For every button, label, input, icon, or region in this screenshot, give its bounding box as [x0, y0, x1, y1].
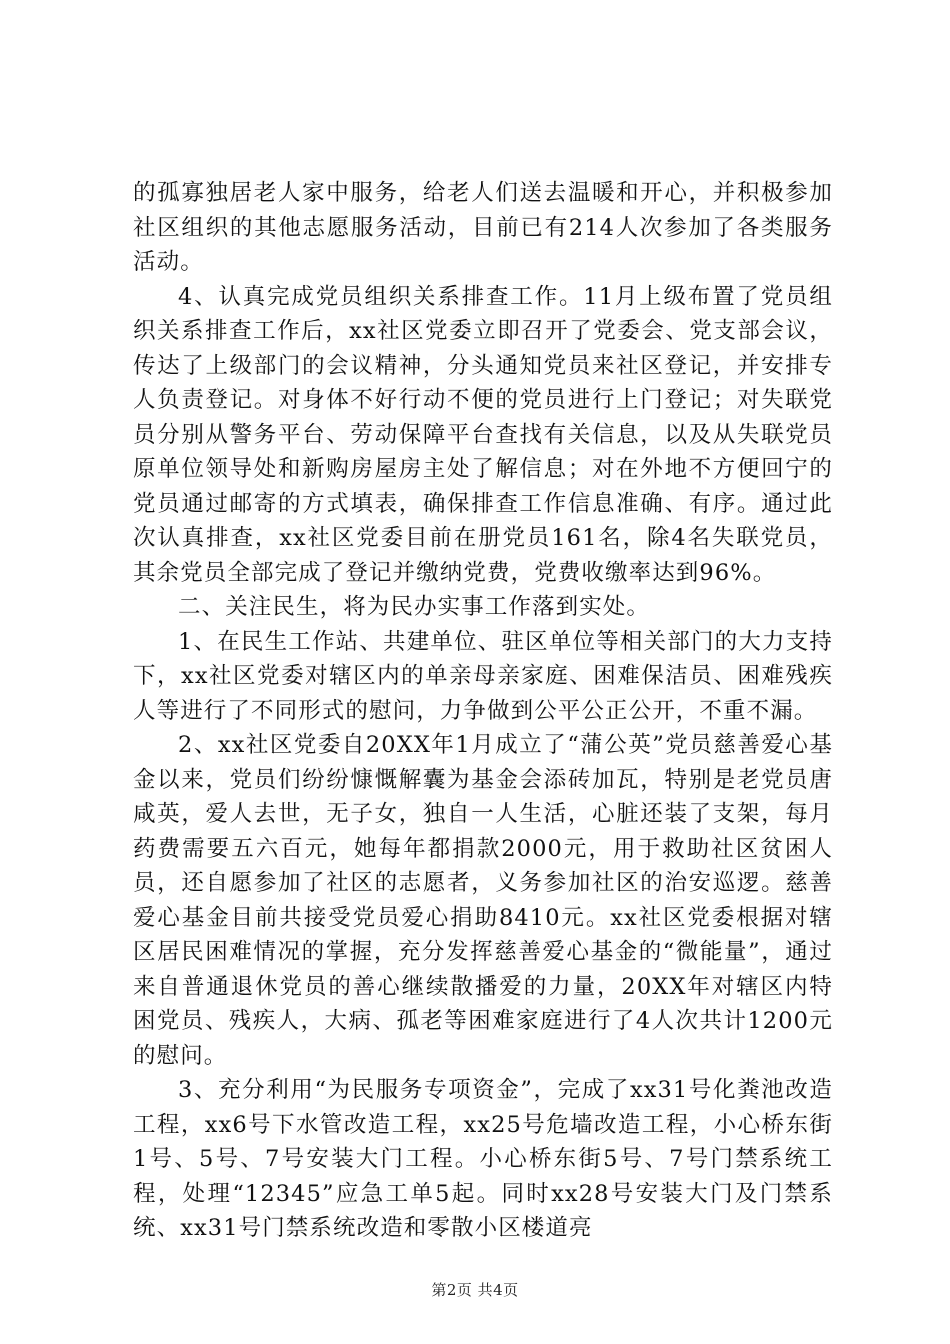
page-number-label: 第2页 共4页: [431, 1281, 519, 1299]
paragraph-party-member-check: 4、认真完成党员组织关系排查工作。11月上级布置了党员组织关系排查工作后，xx社区党委立即召开了党委会、党支部会议，传达了上级部门的会议精神，分头通知党员来社区登记，并安排专人负责登记。对身体不好行动不便的党员进行上门登记；对失联党员分别从警务平台、劳动保障平台查找有关信息，以及从失联党员原单位领导处和新购房屋房主处了解信息；对在外地不方便回宁的党员通过邮寄的方式填表，确保排查工作信息准确、有序。通过此次认真排查，xx社区党委目前在册党员161名，除4名失联党员，其余党员全部完成了登记并缴纳党费，党费收缴率达到96%。: [133, 283, 833, 586]
paragraph-continuation: 的孤寡独居老人家中服务，给老人们送去温暖和开心，并积极参加社区组织的其他志愿服务活动，目前已有214人次参加了各类服务活动。: [133, 180, 833, 275]
page-footer: [0, 1280, 950, 1300]
document-body: [133, 176, 833, 1246]
section-heading-livelihood: 二、关注民生，将为民办实事工作落到实处。: [178, 594, 651, 620]
paragraph-charity-fund: 2、xx社区党委自20XX年1月成立了“蒲公英”党员慈善爱心基金以来，党员们纷纷慷慨解囊为基金会添砖加瓦，特别是老党员唐咸英，爱人去世，无子女，独自一人生活，心脏还装了支架，每月药费需要五六百元，她每年都捐款2000元，用于救助社区贫困人员，还自愿参加了社区的志愿者，义务参加社区的治安巡逻。慈善爱心基金目前共接受党员爱心捐助8410元。xx社区党委根据对辖区居民困难情况的掌握，充分发挥慈善爱心基金的“微能量”，通过来自普通退休党员的善心继续散播爱的力量，20XX年对辖区内特困党员、残疾人，大病、孤老等困难家庭进行了4人次共计1200元的慰问。: [133, 732, 833, 1069]
paragraph-condolence: 1、在民生工作站、共建单位、驻区单位等相关部门的大力支持下，xx社区党委对辖区内的单亲母亲家庭、困难保洁员、困难残疾人等进行了不同形式的慰问，力争做到公平公正公开，不重不漏。: [133, 628, 833, 724]
paragraph-service-fund: 3、充分利用“为民服务专项资金”，完成了xx31号化粪池改造工程，xx6号下水管改造工程，xx25号危墙改造工程，小心桥东街1号、5号、7号安装大门工程。小心桥东街5号、7号门禁系统工程，处理“12345”应急工单5起。同时xx28号安装大门及门禁系统、xx31号门禁系统改造和零散小区楼道亮: [133, 1077, 833, 1241]
